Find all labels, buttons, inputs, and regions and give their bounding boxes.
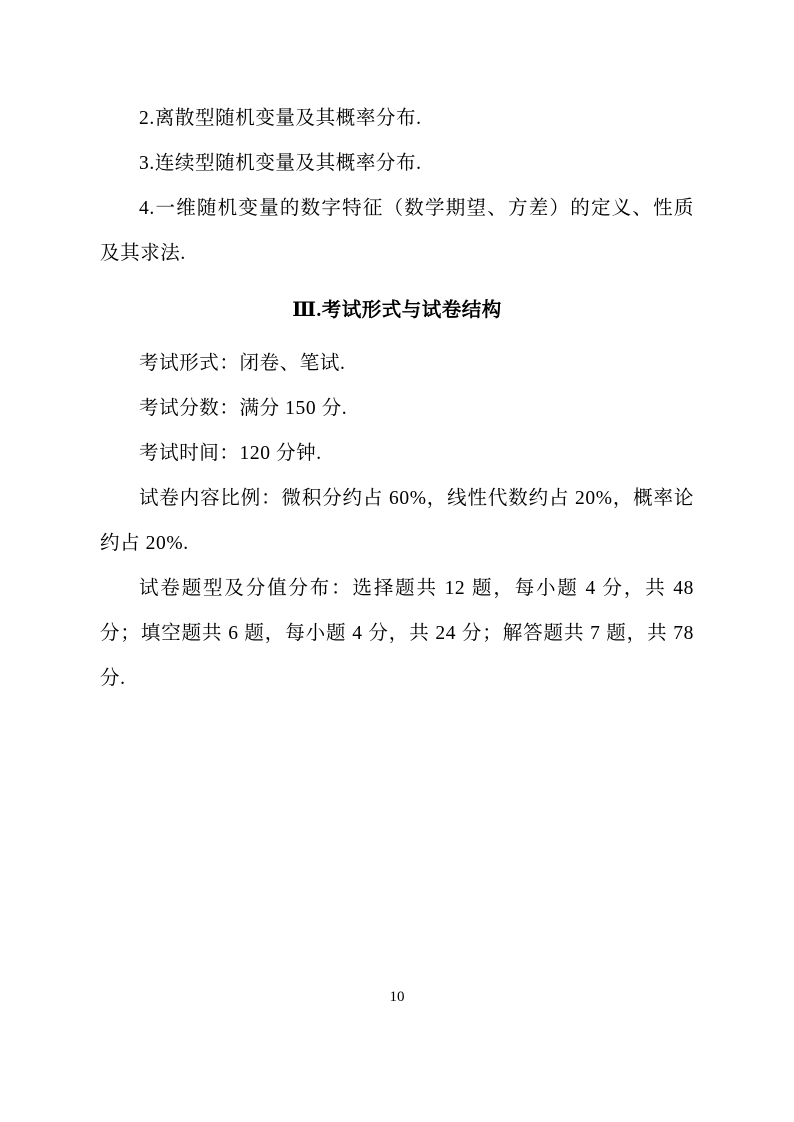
paragraph-exam-duration: 考试时间：120 分钟.	[139, 443, 322, 464]
paragraph-exam-format: 考试形式：闭卷、笔试.	[139, 353, 346, 374]
list-item: 3.连续型随机变量及其概率分布.	[139, 153, 422, 174]
content-block-after-heading	[100, 341, 694, 701]
list-item: 2.离散型随机变量及其概率分布.	[139, 108, 422, 129]
content-block-before-heading	[100, 96, 694, 276]
page-number: 10	[389, 989, 405, 1005]
section-heading: Ⅲ.考试形式与试卷结构	[292, 300, 502, 321]
paragraph-question-types: 试卷题型及分值分布：选择题共 12 题，每小题 4 分，共 48 分；填空题共 6 题，每小题 4 分，共 24 分；解答题共 7 题，共 78 分.	[100, 578, 694, 689]
list-item: 4.一维随机变量的数字特征（数学期望、方差）的定义、性质及其求法.	[100, 198, 694, 264]
paragraph-exam-score: 考试分数：满分 150 分.	[139, 398, 348, 419]
paragraph-content-ratio: 试卷内容比例：微积分约占 60%，线性代数约占 20%，概率论约占 20%.	[100, 488, 694, 554]
